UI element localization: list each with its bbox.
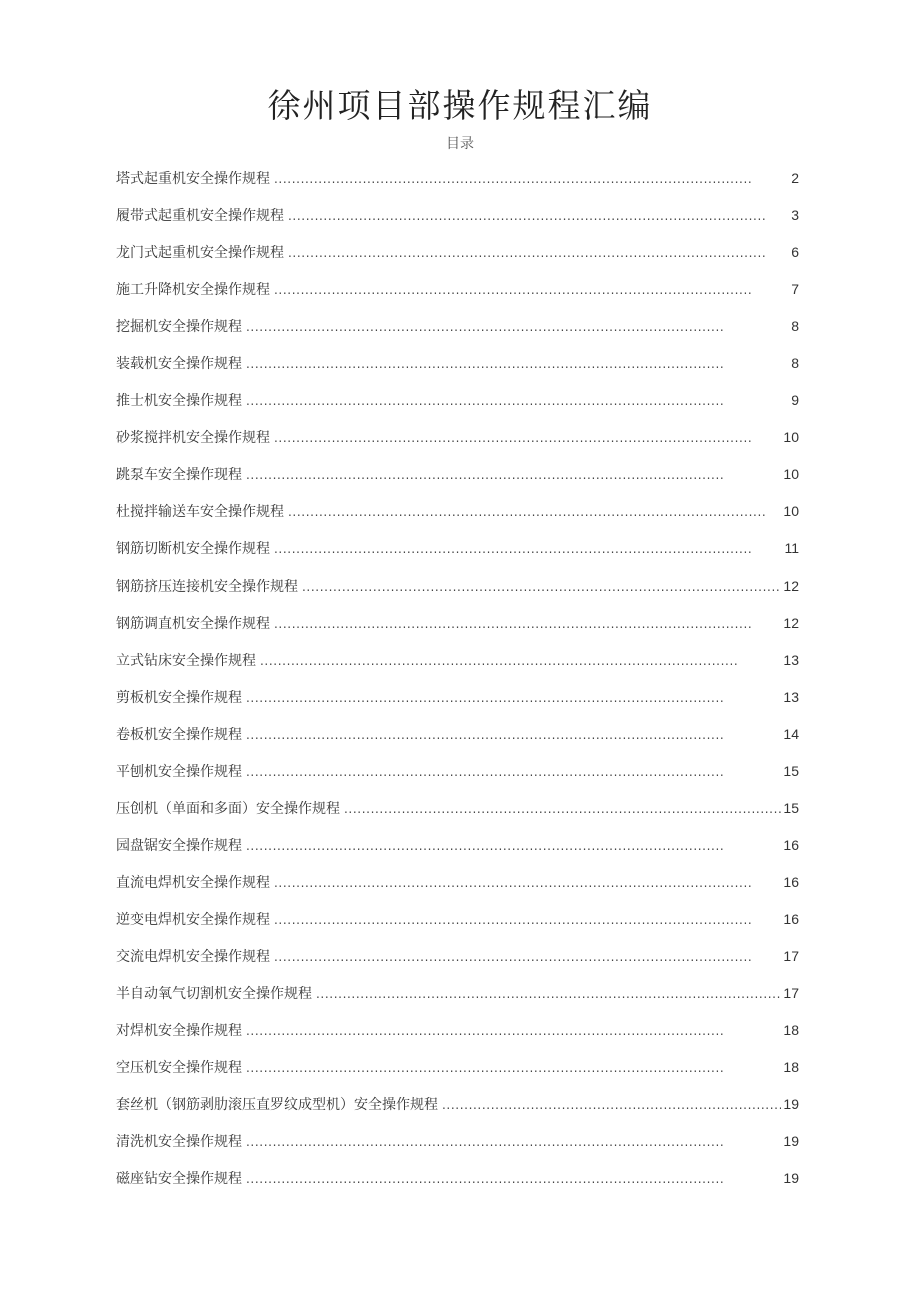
toc-entry[interactable] (116, 390, 799, 427)
toc-entry-label: 对焊机安全操作规程 (116, 1023, 242, 1040)
toc-entry-label: 施工升降机安全操作规程 (116, 282, 270, 299)
toc-entry-label: 压创机（单面和多面）安全操作规程 (116, 800, 340, 817)
toc-entry-page-number: 10 (783, 466, 799, 483)
toc-entry[interactable] (116, 909, 799, 946)
toc-entry[interactable] (116, 242, 799, 279)
toc-dot-leader (302, 580, 781, 594)
toc-dot-leader (274, 950, 781, 964)
toc-entry-page-number: 9 (791, 392, 799, 409)
document-title: 徐州项目部操作规程汇编 (267, 86, 653, 125)
toc-entry-label: 装载机安全操作规程 (116, 356, 242, 373)
toc-dot-leader (274, 283, 789, 297)
toc-dot-leader (246, 394, 789, 408)
toc-entry[interactable] (116, 279, 799, 316)
toc-dot-leader (246, 839, 781, 853)
toc-entry[interactable] (116, 872, 799, 909)
toc-entry[interactable] (116, 168, 799, 205)
toc-dot-leader (274, 431, 781, 445)
toc-dot-leader (246, 320, 789, 334)
toc-entry-page-number: 2 (791, 170, 799, 186)
toc-entry-label: 直流电焊机安全操作规程 (116, 874, 270, 891)
toc-entry[interactable] (116, 353, 799, 390)
toc-dot-leader (274, 913, 781, 927)
toc-entry-label: 推士机安全操作规程 (116, 393, 242, 410)
toc-entry-page-number: 19 (783, 1133, 799, 1150)
table-of-contents (116, 168, 799, 1205)
toc-entry[interactable] (116, 205, 799, 242)
toc-dot-leader (274, 617, 781, 631)
toc-entry-label: 龙门式起重机安全操作规程 (116, 245, 284, 262)
toc-dot-leader (246, 728, 781, 742)
toc-entry[interactable] (116, 501, 799, 538)
toc-entry-label: 卷板机安全操作规程 (116, 726, 242, 743)
toc-entry-page-number: 13 (783, 651, 799, 668)
toc-dot-leader (274, 172, 789, 186)
toc-entry-page-number: 17 (783, 947, 799, 964)
toc-entry-page-number: 15 (783, 762, 799, 779)
toc-entry-label: 杜搅拌输送车安全操作规程 (116, 504, 284, 521)
toc-entry[interactable] (116, 576, 799, 613)
toc-entry[interactable] (116, 1020, 799, 1057)
toc-entry-label: 逆变电焊机安全操作规程 (116, 911, 270, 928)
toc-dot-leader (316, 987, 781, 1001)
toc-entry[interactable] (116, 946, 799, 983)
toc-entry-page-number: 16 (783, 873, 799, 890)
toc-entry-page-number: 6 (791, 244, 799, 261)
toc-entry-label: 履带式起重机安全操作规程 (116, 208, 284, 225)
toc-entry[interactable] (116, 798, 799, 835)
toc-entry[interactable] (116, 983, 799, 1020)
toc-entry-page-number: 18 (783, 1022, 799, 1039)
toc-entry-page-number: 15 (783, 799, 799, 816)
toc-entry-page-number: 16 (783, 910, 799, 927)
toc-entry-page-number: 12 (783, 577, 799, 594)
toc-dot-leader (344, 802, 781, 816)
toc-entry-label: 套丝机（钢筋剥肋滚压直罗纹成型机）安全操作规程 (116, 1097, 438, 1114)
toc-dot-leader (246, 468, 781, 482)
toc-dot-leader (288, 505, 781, 519)
toc-entry-label: 钢筋切断机安全操作规程 (116, 541, 270, 558)
toc-dot-leader (246, 1135, 781, 1149)
toc-entry-label: 空压机安全操作规程 (116, 1060, 242, 1077)
toc-entry-label: 平刨机安全操作规程 (116, 763, 242, 780)
toc-entry-page-number: 17 (783, 985, 799, 1002)
toc-entry[interactable] (116, 761, 799, 798)
toc-entry-page-number: 13 (783, 688, 799, 705)
toc-entry-label: 交流电焊机安全操作规程 (116, 948, 270, 965)
toc-entry-page-number: 19 (783, 1170, 799, 1187)
toc-dot-leader (246, 765, 781, 779)
toc-entry-page-number: 8 (791, 355, 799, 372)
toc-dot-leader (260, 654, 781, 668)
toc-entry-page-number: 16 (783, 836, 799, 853)
toc-dot-leader (246, 1061, 781, 1075)
toc-entry-page-number: 10 (783, 503, 799, 520)
toc-entry[interactable] (116, 427, 799, 464)
toc-entry-page-number: 14 (783, 725, 799, 742)
toc-entry-page-number: 12 (783, 614, 799, 631)
toc-entry[interactable] (116, 538, 799, 575)
toc-entry-page-number: 11 (784, 540, 799, 557)
toc-entry-label: 跳泵车安全操作现程 (116, 467, 242, 484)
toc-heading: 目录 (446, 136, 474, 152)
toc-dot-leader (246, 357, 789, 371)
toc-entry-page-number: 3 (791, 207, 799, 224)
toc-entry-label: 清洗机安全操作规程 (116, 1134, 242, 1151)
toc-entry-label: 半自动氧气切割机安全操作规程 (116, 986, 312, 1003)
toc-entry[interactable] (116, 464, 799, 501)
toc-entry[interactable] (116, 687, 799, 724)
toc-entry-label: 磁座钻安全操作规程 (116, 1171, 242, 1188)
toc-dot-leader (246, 1024, 781, 1038)
toc-entry-label: 立式钻床安全操作规程 (116, 652, 256, 669)
toc-entry[interactable] (116, 613, 799, 650)
toc-entry-label: 钢筋调直机安全操作规程 (116, 615, 270, 632)
toc-entry[interactable] (116, 1094, 799, 1131)
toc-dot-leader (246, 1172, 781, 1186)
toc-entry[interactable] (116, 316, 799, 353)
toc-entry-label: 挖掘机安全操作规程 (116, 319, 242, 336)
toc-entry-label: 剪板机安全操作规程 (116, 689, 242, 706)
toc-entry-label: 砂浆搅拌机安全操作规程 (116, 430, 270, 447)
toc-entry-page-number: 8 (791, 318, 799, 335)
toc-dot-leader (288, 246, 789, 260)
toc-dot-leader (274, 542, 782, 556)
toc-entry[interactable] (116, 835, 799, 872)
toc-entry-label: 园盘锯安全操作规程 (116, 837, 242, 854)
toc-entry[interactable] (116, 724, 799, 761)
toc-entry-label: 塔式起重机安全操作规程 (116, 171, 270, 187)
toc-dot-leader (442, 1098, 781, 1112)
toc-entry-page-number: 7 (791, 281, 799, 298)
toc-dot-leader (288, 209, 789, 223)
toc-entry-page-number: 18 (783, 1059, 799, 1076)
toc-entry[interactable] (116, 1131, 799, 1168)
toc-dot-leader (274, 876, 781, 890)
toc-dot-leader (246, 691, 781, 705)
toc-entry[interactable] (116, 1057, 799, 1094)
toc-entry[interactable] (116, 1168, 799, 1205)
toc-entry[interactable] (116, 650, 799, 687)
toc-entry-page-number: 19 (783, 1096, 799, 1113)
toc-entry-page-number: 10 (783, 429, 799, 446)
toc-entry-label: 钢筋挤压连接机安全操作规程 (116, 578, 298, 595)
